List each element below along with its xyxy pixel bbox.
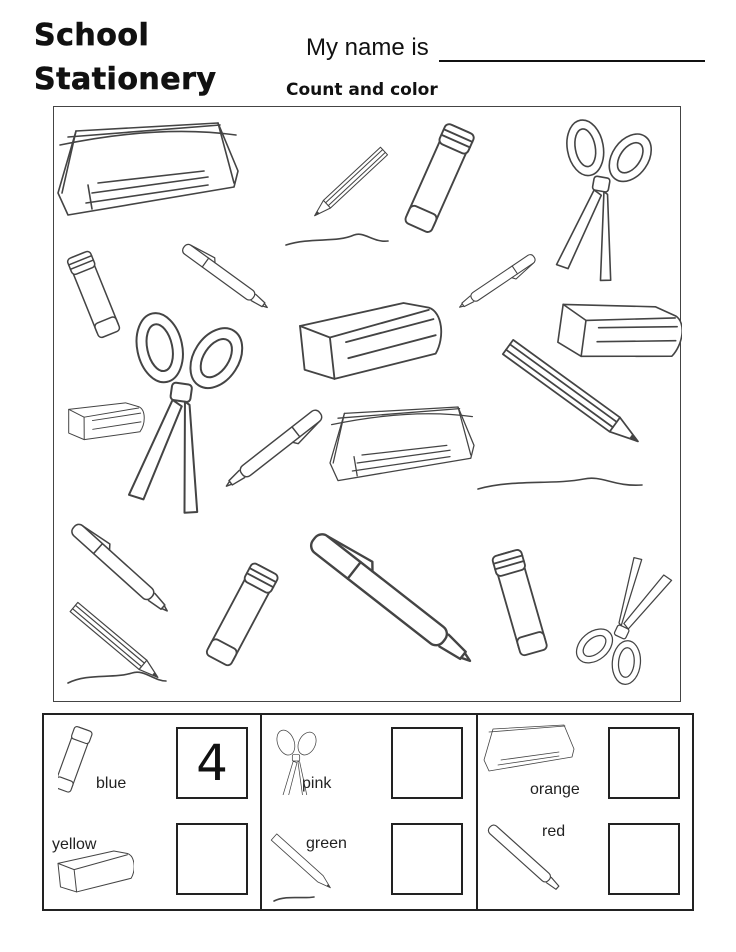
- column-divider: [260, 715, 262, 909]
- instruction-text: Count and color: [286, 80, 438, 100]
- color-label-blue: blue: [96, 775, 127, 792]
- color-label-pink: pink: [302, 775, 332, 792]
- eraser-drawing: [552, 285, 682, 379]
- glue-stick-drawing: [492, 549, 549, 657]
- color-label-red: red: [542, 823, 566, 840]
- glue-stick-drawing: [67, 250, 122, 339]
- pencil-drawing: [70, 602, 162, 682]
- marker-drawing: [70, 519, 175, 616]
- picture-frame: [53, 106, 681, 702]
- marker-icon: [484, 819, 574, 909]
- stationery-illustration: [54, 107, 682, 703]
- name-prompt: My name is: [306, 34, 429, 61]
- glue-stick-drawing: [403, 123, 475, 234]
- color-label-green: green: [306, 835, 347, 852]
- pencil-case-icon: [482, 721, 578, 785]
- marker-drawing: [181, 239, 273, 312]
- answer-box-scissors[interactable]: [391, 727, 463, 799]
- worksheet-title-line1: School: [34, 18, 150, 53]
- eraser-icon: [54, 847, 134, 905]
- eraser-drawing: [300, 303, 441, 379]
- glue-stick-drawing: [204, 562, 279, 667]
- pencil-drawing: [311, 147, 387, 219]
- pencil-case-drawing: [58, 123, 238, 215]
- marker-drawing: [223, 408, 327, 495]
- pencil-case-drawing: [330, 407, 474, 481]
- answer-box-eraser[interactable]: [176, 823, 248, 895]
- answer-box-pencil-case[interactable]: [608, 727, 680, 799]
- worksheet-title-line2: Stationery: [34, 62, 217, 97]
- name-blank-line[interactable]: [439, 34, 705, 62]
- color-label-orange: orange: [530, 781, 580, 798]
- scissors-drawing: [564, 548, 682, 694]
- answer-box-marker[interactable]: [608, 823, 680, 895]
- answer-box-pencil[interactable]: [391, 823, 463, 895]
- pencil-icon: [266, 827, 346, 909]
- color-label-yellow: yellow: [52, 836, 97, 853]
- marker-drawing: [308, 525, 482, 669]
- marker-drawing: [457, 253, 539, 314]
- eraser-drawing: [66, 397, 146, 446]
- answer-table: [42, 713, 694, 911]
- column-divider: [476, 715, 478, 909]
- name-row: [306, 34, 705, 62]
- scissors-drawing: [537, 111, 663, 286]
- answer-box-glue-stick[interactable]: 4: [176, 727, 248, 799]
